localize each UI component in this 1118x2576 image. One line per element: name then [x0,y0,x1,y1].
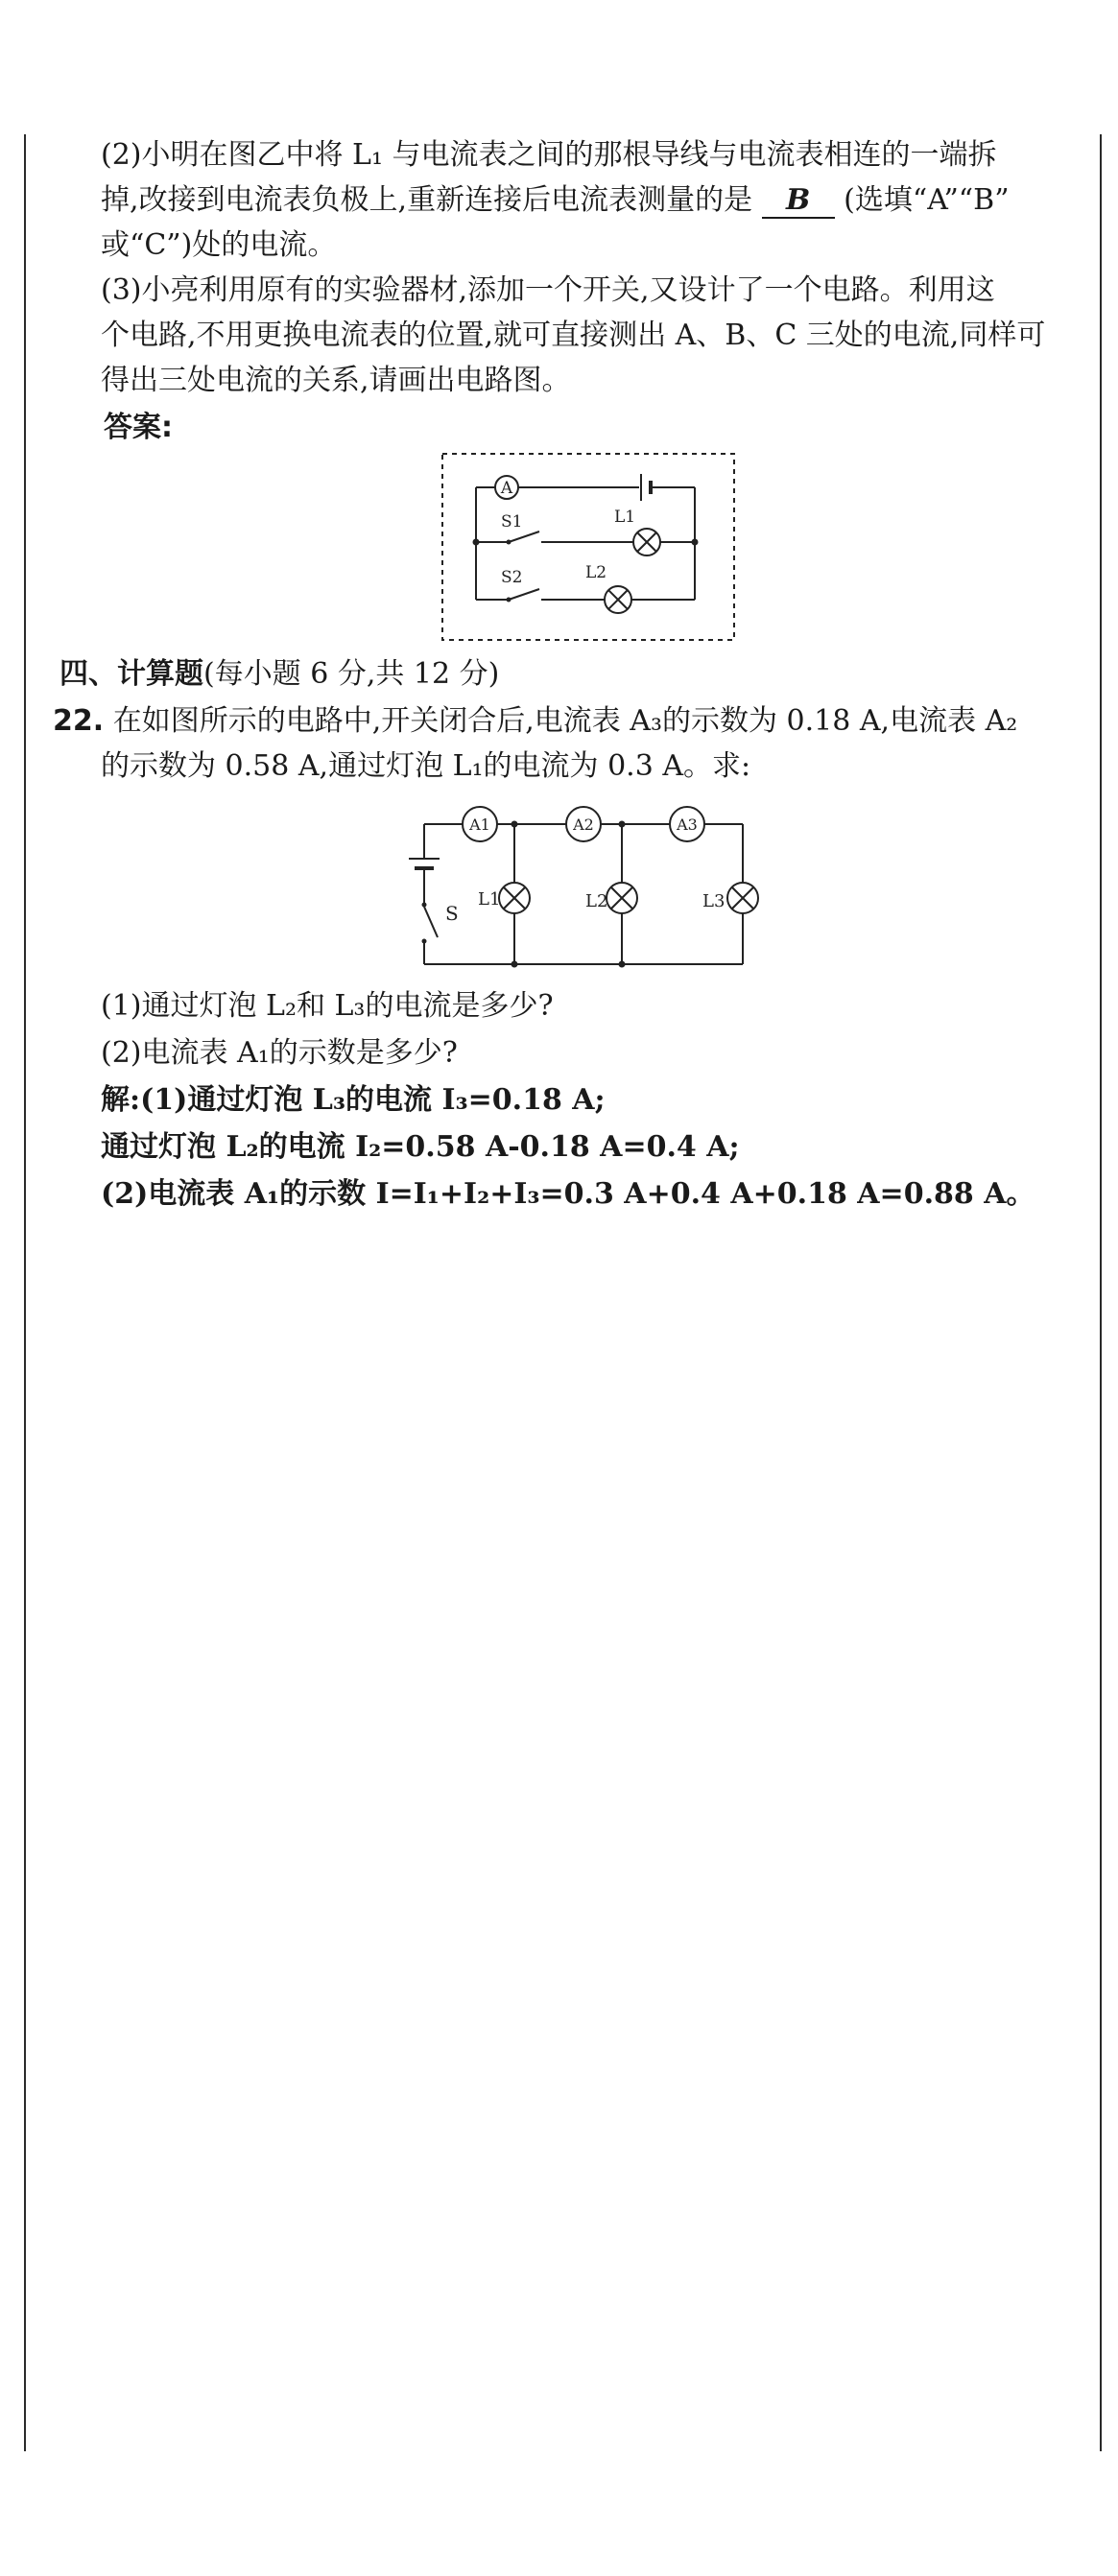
q22-circuit-diagram [403,792,768,974]
answer-ammeter-label: A [500,479,513,498]
q22-a1-label: A1 [469,815,490,834]
s2-switch-blade [509,589,539,600]
junction-left [473,539,480,546]
q22-switch-blade [424,907,438,937]
q22-solution-line3: (2)电流表 A₁的示数 I=I₁+I₂+I₃=0.3 A+0.4 A+0.18 A=0.88 A。 [101,1177,1035,1211]
answer-circuit-diagram [440,451,737,643]
section4-heading-note: (每小题 6 分,共 12 分) [203,657,500,691]
q21-part3-line2: 个电路,不用更换电流表的位置,就可直接测出 A、B、C 三处的电流,同样可 [101,319,1046,352]
q22-stem-line1 [53,700,1017,743]
answer-s2-label: S2 [501,568,523,587]
q21-answer-label: 答案: [104,411,173,444]
q22-l2-label: L2 [585,891,608,911]
q22-a2-label: A2 [573,815,594,834]
left-margin-rule [24,134,26,2451]
answer-dashed-frame [442,454,734,640]
answer-s1-label: S1 [501,512,523,532]
right-margin-rule [1100,134,1102,2451]
q21-part2-line2-before: 掉,改接到电流表负极上,重新连接后电流表测量的是 [101,183,753,217]
q22-l1-label: L1 [478,889,501,910]
q21-part3-line3: 得出三处电流的关系,请画出电路图。 [101,364,571,397]
answer-l1-label: L1 [614,508,636,527]
q21-part2-line3: 或“C”)处的电流。 [101,228,337,262]
junction-right [692,539,699,546]
q22-solution-line2: 通过灯泡 L₂的电流 I₂=0.58 A-0.18 A=0.4 A; [101,1130,740,1164]
answer-l2-label: L2 [585,563,607,582]
q22-a3-label: A3 [677,815,698,834]
q22-sub2: (2)电流表 A₁的示数是多少? [101,1036,458,1070]
s1-switch-blade [509,532,539,542]
q21-part2-line2 [101,179,1010,222]
q22-sub1: (1)通过灯泡 L₂和 L₃的电流是多少? [101,989,554,1023]
q22-s-label: S [445,902,459,925]
q22-stem-line2: 的示数为 0.58 A,通过灯泡 L₁的电流为 0.3 A。求: [101,749,751,783]
q21-part2-line2-after: (选填“A”“B” [844,183,1010,217]
q22-l3-label: L3 [702,891,726,911]
q21-part2-line1: (2)小明在图乙中将 L₁ 与电流表之间的那根导线与电流表相连的一端拆 [101,138,997,172]
q21-part2-answer-blank: B [762,184,835,219]
q21-part3-line1: (3)小亮利用原有的实验器材,添加一个开关,又设计了一个电路。利用这 [101,273,995,307]
section4-heading [59,653,499,696]
q22-number: 22. [53,704,105,738]
q22-stem-text1: 在如图所示的电路中,开关闭合后,电流表 A₃的示数为 0.18 A,电流表 A₂ [112,704,1018,738]
q22-solution-line1: 解:(1)通过灯泡 L₃的电流 I₃=0.18 A; [101,1083,606,1117]
section4-heading-title: 四、计算题 [59,657,203,691]
